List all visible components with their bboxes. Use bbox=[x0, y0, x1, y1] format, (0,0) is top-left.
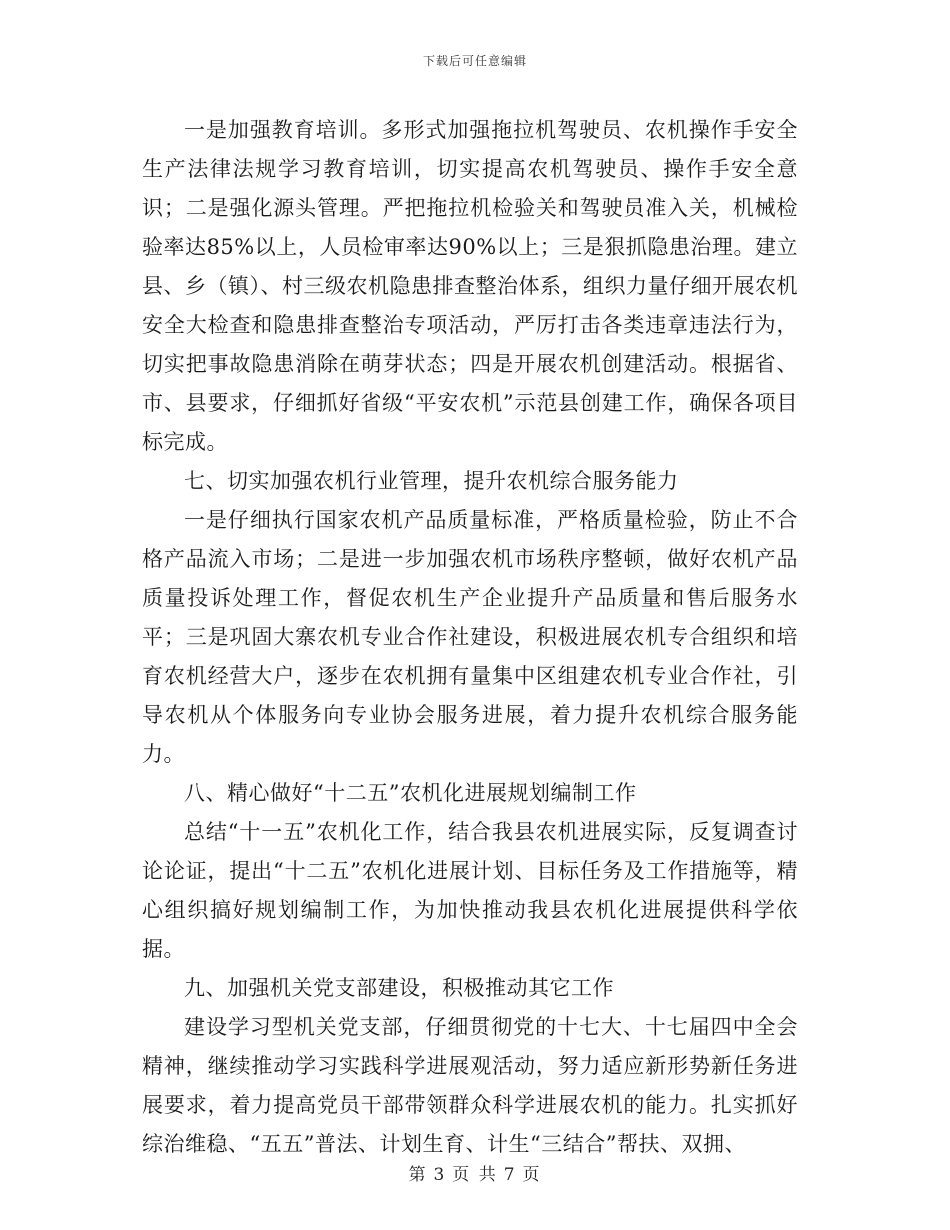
footer-label-page: 第 bbox=[408, 1165, 428, 1185]
document-body bbox=[142, 111, 798, 1164]
footer-label-of: 页 共 bbox=[452, 1165, 498, 1185]
header-note: 下载后可任意编辑 bbox=[422, 54, 527, 68]
current-page-number: 3 bbox=[433, 1165, 447, 1185]
paragraph-4: 建设学习型机关党支部，仔细贯彻党的十七大、十七届四中全会精神，继续推动学习实践科学进展观活动，努力适应新形势新任务进展要求，着力提高党员干部带领群众科学进展农机的能力。扎实抓好综治维稳、“五五”普法、计划生育、计生“三结合”帮扶、双拥、 bbox=[142, 1015, 798, 1156]
page-footer bbox=[0, 1160, 950, 1185]
section-heading-7: 七、切实加强农机行业管理，提升农机综合服务能力 bbox=[184, 469, 679, 493]
section-heading-9: 九、加强机关党支部建设，积极推动其它工作 bbox=[184, 976, 614, 1000]
paragraph-1: 一是加强教育培训。多形式加强拖拉机驾驶员、农机操作手安全生产法律法规学习教育培训，切实提高农机驾驶员、操作手安全意识；二是强化源头管理。严把拖拉机检验关和驾驶员准入关，机械检验率达85%以上，人员检审率达90%以上；三是狠抓隐患治理。建立县、乡（镇）、村三级农机隐患排查整治体系，组织力量仔细开展农机安全大检查和隐患排查整治专项活动，严厉打击各类违章违法行为，切实把事故隐患消除在萌芽状态；四是开展农机创建活动。根据省、市、县要求，仔细抓好省级“平安农机”示范县创建工作，确保各项目标完成。 bbox=[142, 118, 798, 454]
paragraph-3: 总结“十一五”农机化工作，结合我县农机进展实际，反复调查讨论论证，提出“十二五”农机化进展计划、目标任务及工作措施等，精心组织搞好规划编制工作，为加快推动我县农机化进展提供科学依据。 bbox=[142, 820, 798, 961]
paragraph-2: 一是仔细执行国家农机产品质量标准，严格质量检验，防止不合格产品流入市场；二是进一步加强农机市场秩序整顿，做好农机产品质量投诉处理工作，督促农机生产企业提升产品质量和售后服务水平；三是巩固大寨农机专业合作社建设，积极进展农机专合组织和培育农机经营大户，逐步在农机拥有量集中区组建农机专业合作社，引导农机从个体服务向专业协会服务进展，着力提升农机综合服务能力。 bbox=[142, 508, 798, 766]
section-heading-8: 八、精心做好“十二五”农机化进展规划编制工作 bbox=[184, 781, 637, 805]
total-pages-number: 7 bbox=[503, 1165, 517, 1185]
footer-label-end: 页 bbox=[522, 1165, 542, 1185]
